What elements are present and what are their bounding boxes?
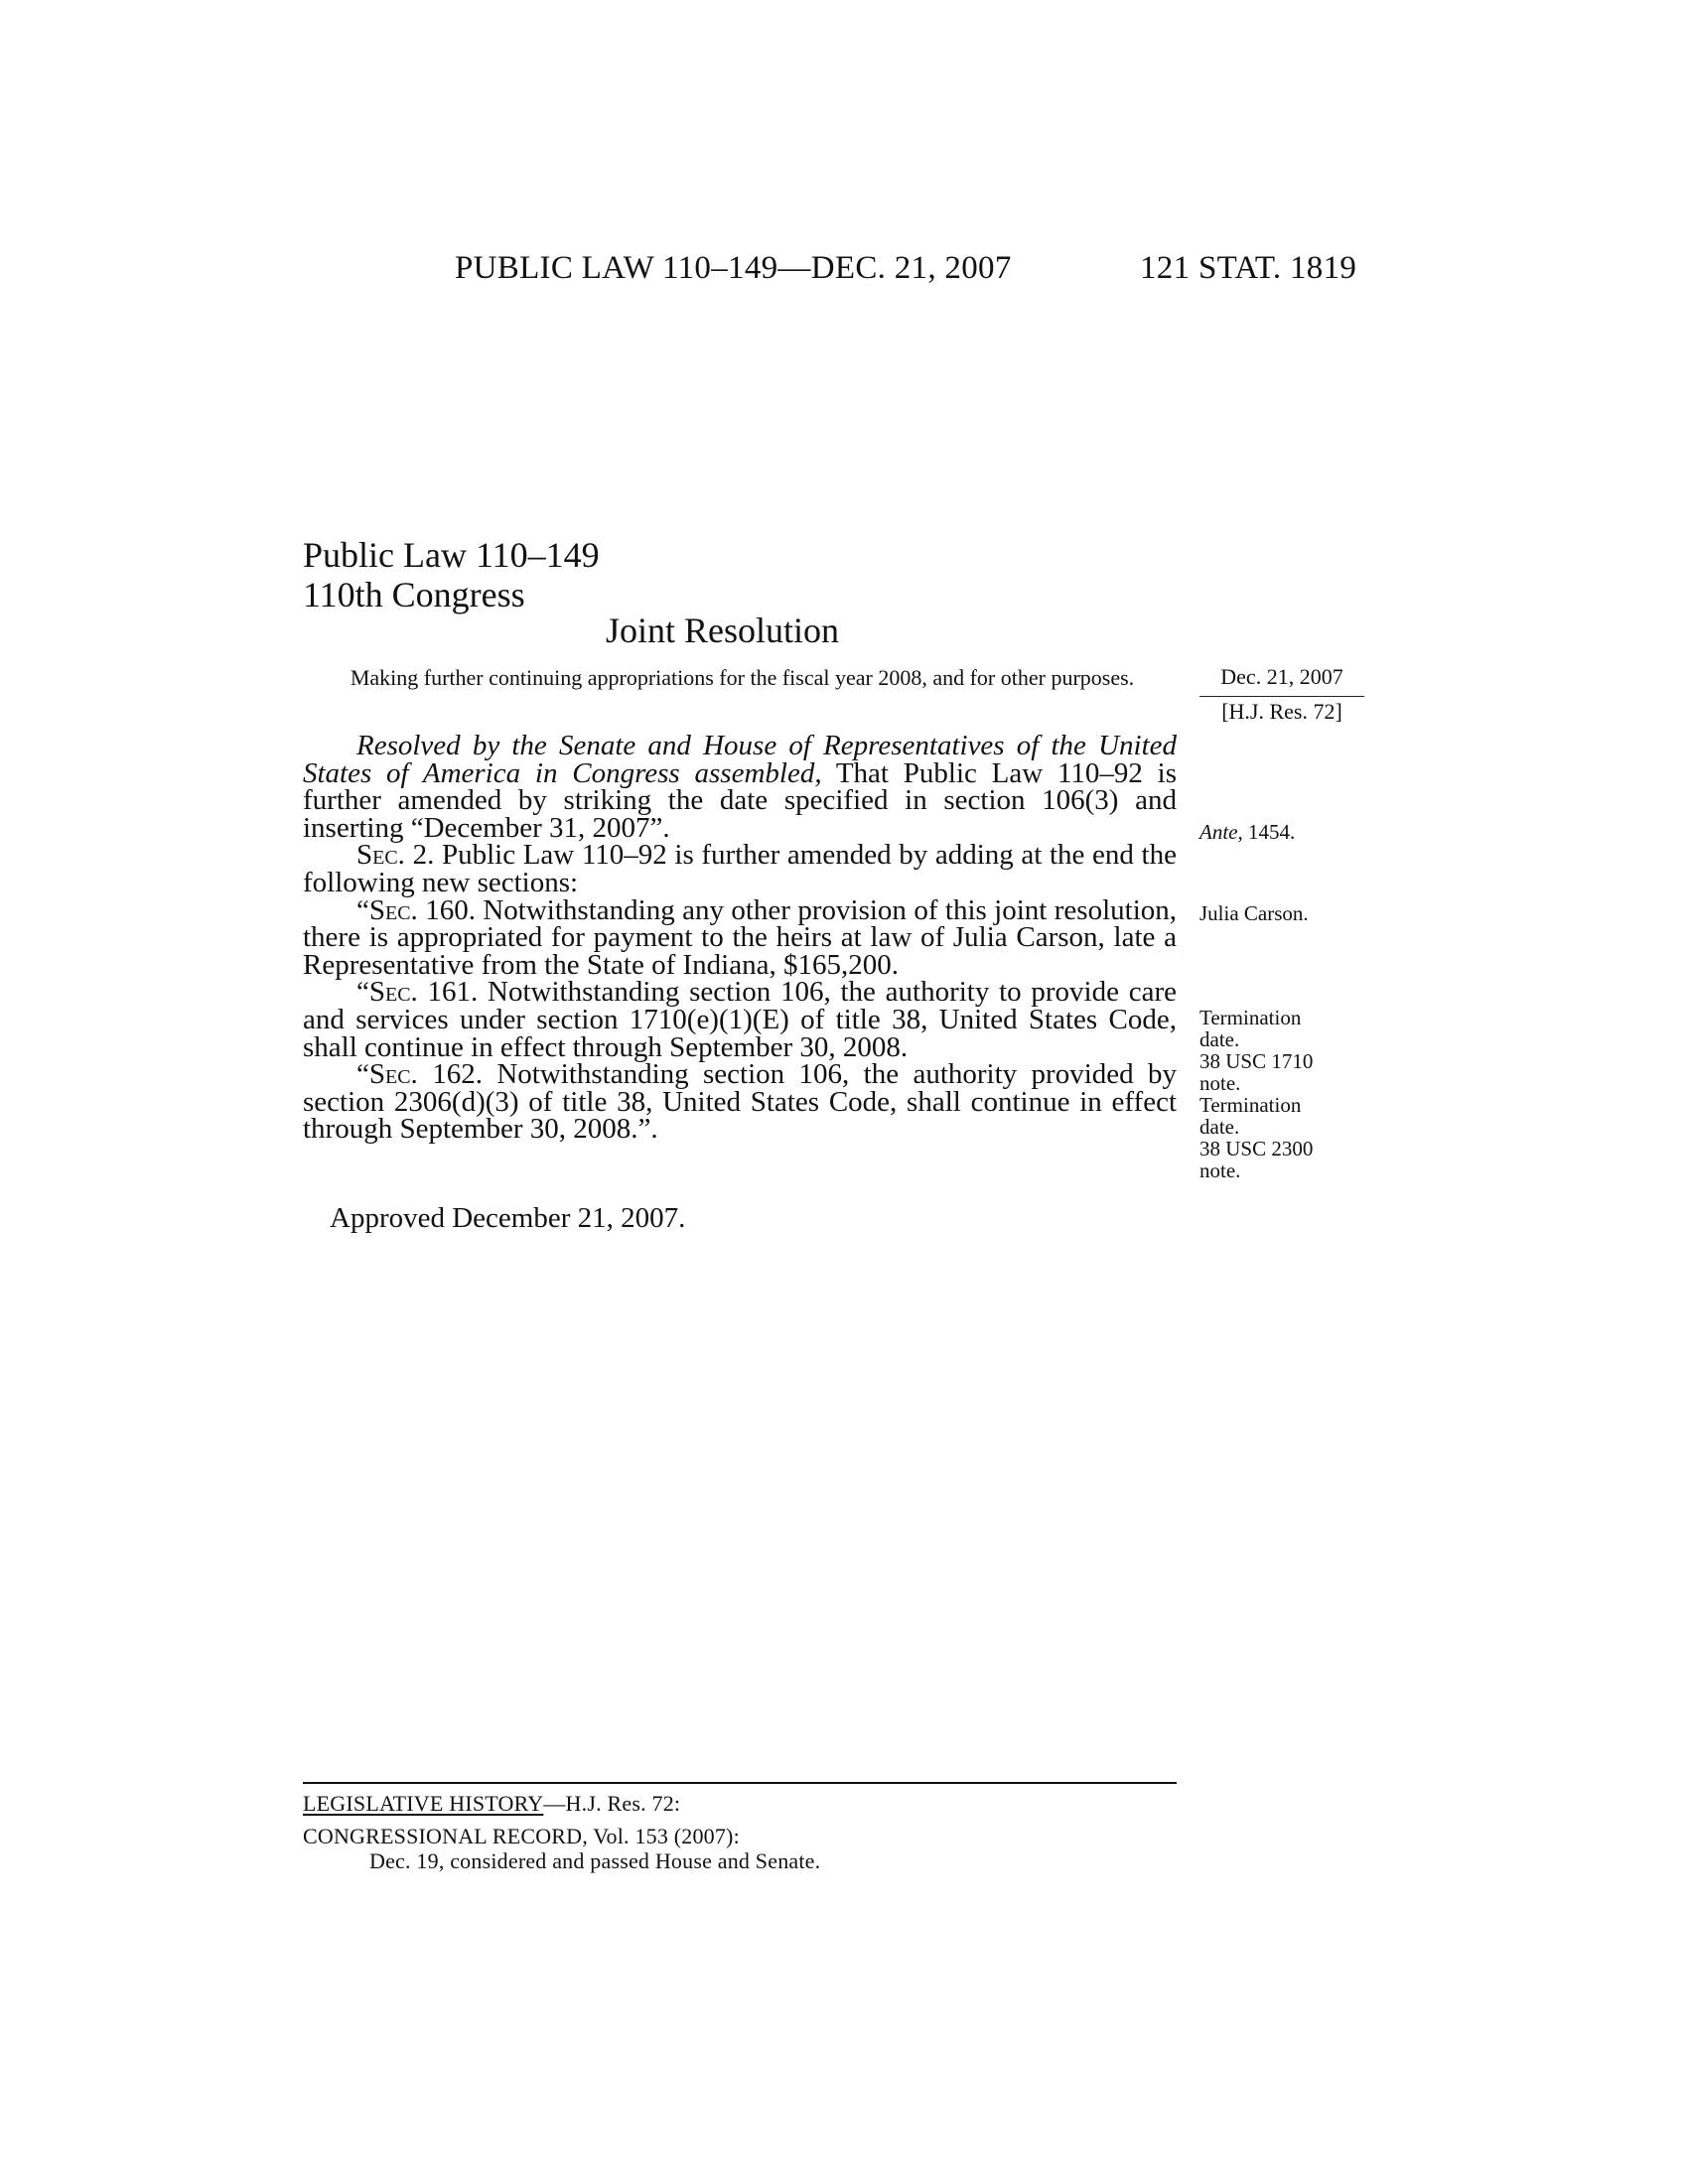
margin-note-termination-1 (1199, 1007, 1301, 1050)
open-quote: “ (356, 1058, 369, 1091)
usc-citation: 38 USC 2300 (1199, 1137, 1314, 1160)
section-2-paragraph (303, 839, 1177, 898)
amendment-text: That Public Law 110–92 is further amended by striking the date specified in section 106(3) and inserting “December 31, 2007”. (303, 756, 1178, 844)
legislative-history-heading (303, 1791, 680, 1817)
margin-note-julia-carson: Julia Carson. (1199, 901, 1309, 925)
section-162-paragraph (303, 1058, 1177, 1146)
margin-note-termination-2 (1199, 1094, 1301, 1138)
history-action-line: Dec. 19, considered and passed House and Senate. (369, 1848, 821, 1873)
approval-date: Approved December 21, 2007. (330, 1202, 686, 1234)
usc-note-label: note. (1199, 1071, 1241, 1095)
section-162-text: 162. Notwithstanding section 106, the authority provided by section 2306(d)(3) of title 38, United States Code, shall continue in effect through September 30, 2008.”. (303, 1058, 1177, 1146)
side-note-date: Dec. 21, 2007 (1199, 664, 1364, 697)
section-160-paragraph (303, 893, 1177, 981)
usc-citation: 38 USC 1710 (1199, 1049, 1314, 1073)
termination-date-label: date. (1199, 1027, 1240, 1051)
section-161-text: 161. Notwithstanding section 106, the authority to provide care and services under section 1710(e)(1)(E) of title 38, United States Code, shall continue in effect through September 30, 2008. (303, 976, 1177, 1063)
running-header-citation: PUBLIC LAW 110–149—DEC. 21, 2007 (455, 250, 1012, 286)
termination-date-label: date. (1199, 1115, 1240, 1139)
enacting-clause: Resolved by the Senate and House of Representatives of the United States of America in Congress assembled, (303, 730, 1177, 789)
document-type-heading: Joint Resolution (606, 611, 840, 650)
history-divider (303, 1782, 1177, 1784)
usc-note-label: note. (1199, 1159, 1241, 1182)
termination-label: Termination (1199, 1006, 1302, 1029)
congress-label: 110th Congress (303, 575, 525, 614)
running-header-statute-page: 121 STAT. 1819 (1140, 250, 1357, 286)
section-label: Sec. (368, 893, 418, 926)
margin-note-usc-2300 (1199, 1138, 1313, 1181)
resolution-body (303, 730, 1178, 1146)
section-label: Sec. (368, 1058, 418, 1091)
law-number: Public Law 110–149 (303, 535, 600, 575)
congressional-record-line: CONGRESSIONAL RECORD, Vol. 153 (2007): (303, 1824, 740, 1848)
termination-label: Termination (1199, 1093, 1302, 1117)
enacting-paragraph (303, 730, 1178, 844)
ante-page: 1454. (1242, 820, 1296, 844)
section-160-text: 160. Notwithstanding any other provision of this joint resolution, there is appropriated for payment to the heirs at law of Julia Carson, late a Representative from the State of Indiana, $165,200. (303, 893, 1177, 981)
section-161-paragraph (303, 976, 1177, 1063)
margin-note-ante (1199, 821, 1295, 843)
side-note-resolution: [H.J. Res. 72] (1221, 699, 1342, 724)
section-label: Sec. (356, 839, 405, 872)
open-quote: “ (356, 976, 369, 1009)
margin-note-usc-1710 (1199, 1050, 1313, 1094)
history-heading-label: LEGISLATIVE HISTORY (303, 1791, 544, 1816)
history-heading-resolution: —H.J. Res. 72: (543, 1791, 681, 1816)
ante-label: Ante, (1199, 820, 1243, 844)
purpose-statement: Making further continuing appropriations for the fiscal year 2008, and for other purposes. (350, 665, 1135, 690)
section-2-text: 2. Public Law 110–92 is further amended by adding at the end the following new sections: (303, 839, 1177, 898)
open-quote: “ (356, 893, 369, 926)
section-label: Sec. (368, 976, 418, 1009)
